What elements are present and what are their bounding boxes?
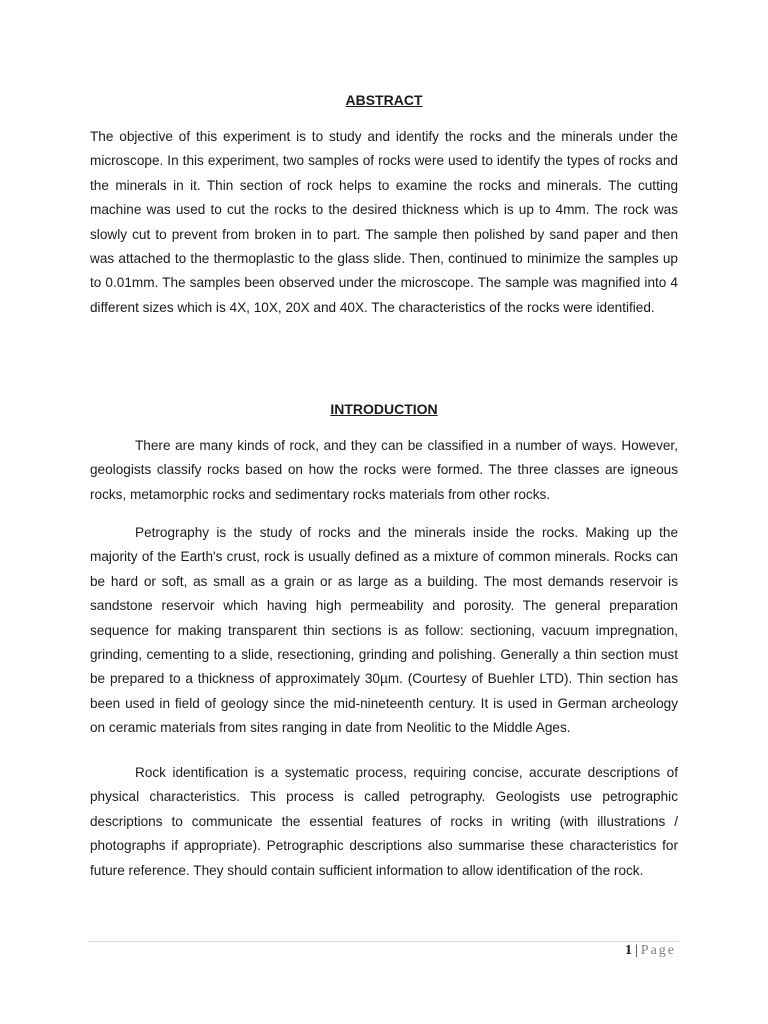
- page-label: Page: [640, 943, 676, 958]
- footer-divider: [88, 941, 679, 942]
- page-footer: [625, 943, 676, 959]
- abstract-paragraph: The objective of this experiment is to study and identify the rocks and the minerals under the microscope. In this experiment, two samples of rocks were used to identify the types of rocks and the minerals in it. Thin section of rock helps to examine the rocks and minerals. The cutting machine was used to cut the rocks to the desired thickness which is up to 4mm. The rock was slowly cut to prevent from broken in to part. The sample then polished by sand paper and then was attached to the thermoplastic to the glass slide. Then, continued to minimize the samples up to 0.01mm. The samples been observed under the microscope. The sample was magnified into 4 different sizes which is 4X, 10X, 20X and 40X. The characteristics of the rocks were identified.: [90, 129, 678, 315]
- footer-separator: |: [634, 943, 638, 958]
- intro-paragraph-1: There are many kinds of rock, and they can be classified in a number of ways. However, geologists classify rocks based on how the rocks were formed. The three classes are igneous rocks, metamorphic rocks and sedimentary rocks materials from other rocks.: [90, 438, 678, 502]
- introduction-heading: INTRODUCTION: [330, 401, 438, 417]
- intro-paragraph-2: Petrography is the study of rocks and the minerals inside the rocks. Making up the majority of the Earth's crust, rock is usually defined as a mixture of common minerals. Rocks can be hard or soft, as small as a grain or as large as a building. The most demands reservoir is sandstone reservoir which having high permeability and porosity. The general preparation sequence for making transparent thin sections is as follow: sectioning, vacuum impregnation, grinding, cementing to a slide, resectioning, grinding and polishing. Generally a thin section must be prepared to a thickness of approximately 30µm. (Courtesy of Buehler LTD). Thin section has been used in field of geology since the mid-nineteenth century. It is used in German archeology on ceramic materials from sites ranging in date from Neolitic to the Middle Ages.: [90, 525, 678, 736]
- abstract-heading: ABSTRACT: [345, 92, 423, 108]
- intro-paragraph-3: Rock identification is a systematic process, requiring concise, accurate descriptions of physical characteristics. This process is called petrography. Geologists use petrographic descriptions to communicate the essential features of rocks in writing (with illustrations / photographs if appropriate). Petrographic descriptions also summarise these characteristics for future reference. They should contain sufficient information to allow identification of the rock.: [90, 765, 678, 878]
- page-number: 1: [624, 943, 632, 958]
